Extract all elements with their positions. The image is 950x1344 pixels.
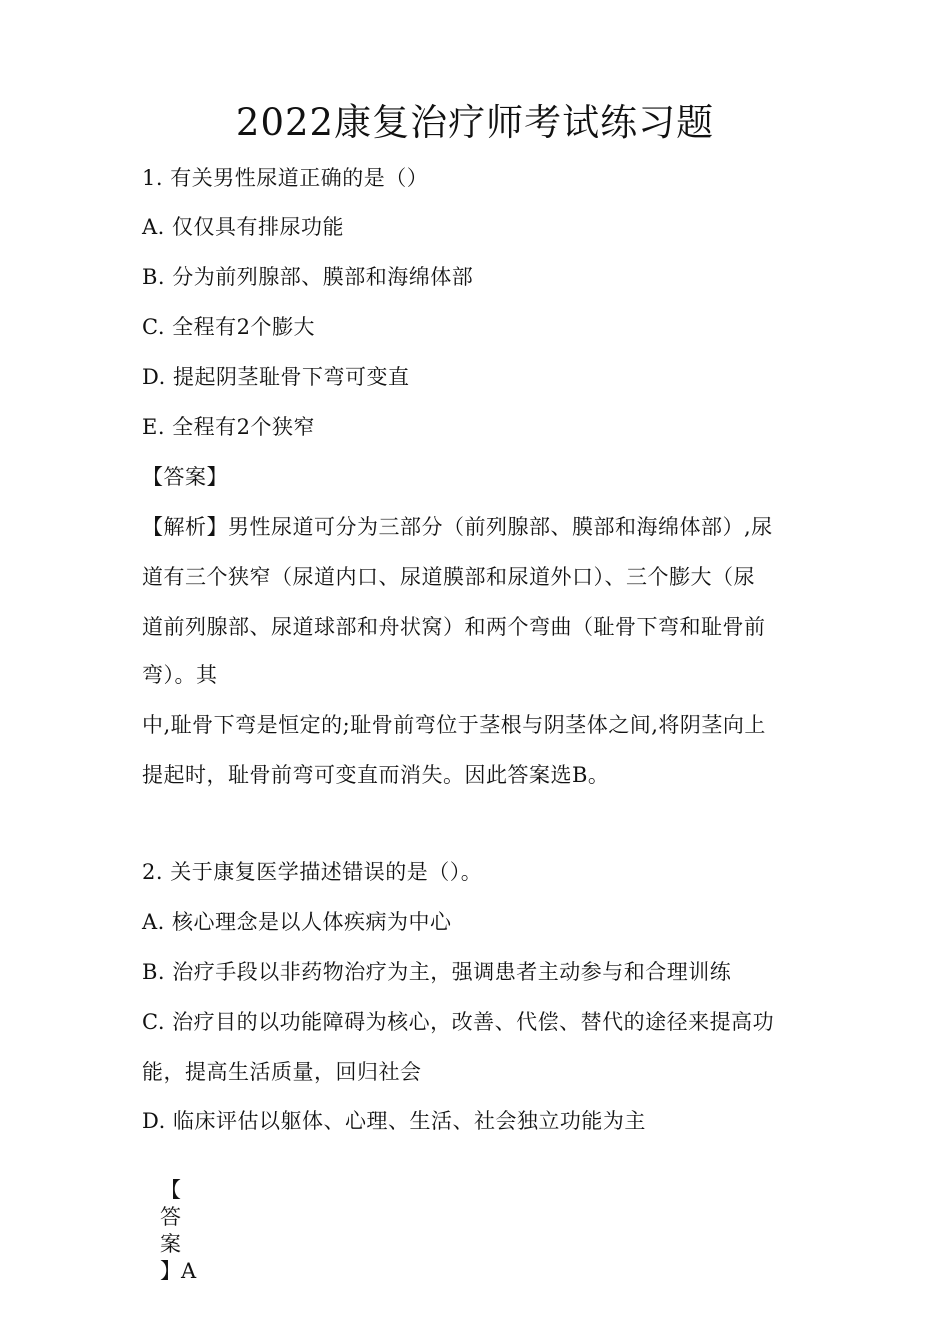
q2-answer-char: 案 [160,1232,181,1256]
q1-analysis-line: 提起时，耻骨前弯可变直而消失。因此答案选B。 [142,763,610,787]
q1-analysis-line: 道有三个狭窄（尿道内口、尿道膜部和尿道外口）、三个膨大（尿 [142,565,755,589]
question-1: 1. 有关男性尿道正确的是（） [142,166,429,190]
q2-answer-char: 】A [160,1259,197,1283]
q1-option-b: B. 分为前列腺部、膜部和海绵体部 [142,265,474,289]
q2-option-c: C. 治疗目的以功能障碍为核心，改善、代偿、替代的途径来提高功 [142,1010,775,1034]
q1-analysis-line: 道前列腺部、尿道球部和舟状窝）和两个弯曲（耻骨下弯和耻骨前 [142,615,766,639]
q2-answer-char: 【 [160,1178,181,1202]
q2-option-d: D. 临床评估以躯体、心理、生活、社会独立功能为主 [142,1109,646,1133]
q1-option-d: D. 提起阴茎耻骨下弯可变直 [142,365,410,389]
question-2: 2. 关于康复医学描述错误的是（）。 [142,860,483,884]
q1-answer-label: 【答案】 [142,465,228,489]
q1-analysis-line: 中,耻骨下弯是恒定的;耻骨前弯位于茎根与阴茎体之间,将阴茎向上 [142,713,766,737]
q2-option-c-continued: 能，提高生活质量，回归社会 [142,1060,422,1084]
q2-answer-char: 答 [160,1205,181,1229]
q2-answer-vertical [160,1177,196,1285]
q1-analysis-line: 【解析】男性尿道可分为三部分（前列腺部、膜部和海绵体部）,尿 [142,515,773,539]
q2-option-a: A. 核心理念是以人体疾病为中心 [142,910,452,934]
page-title: 2022康复治疗师考试练习题 [235,101,715,144]
q1-option-c: C. 全程有2个膨大 [142,315,316,339]
q1-option-a: A. 仅仅具有排尿功能 [142,215,345,239]
q2-option-b: B. 治疗手段以非药物治疗为主，强调患者主动参与和合理训练 [142,960,732,984]
q1-option-e: E. 全程有2个狭窄 [142,415,316,439]
q1-analysis-line: 弯）。其 [142,663,218,687]
